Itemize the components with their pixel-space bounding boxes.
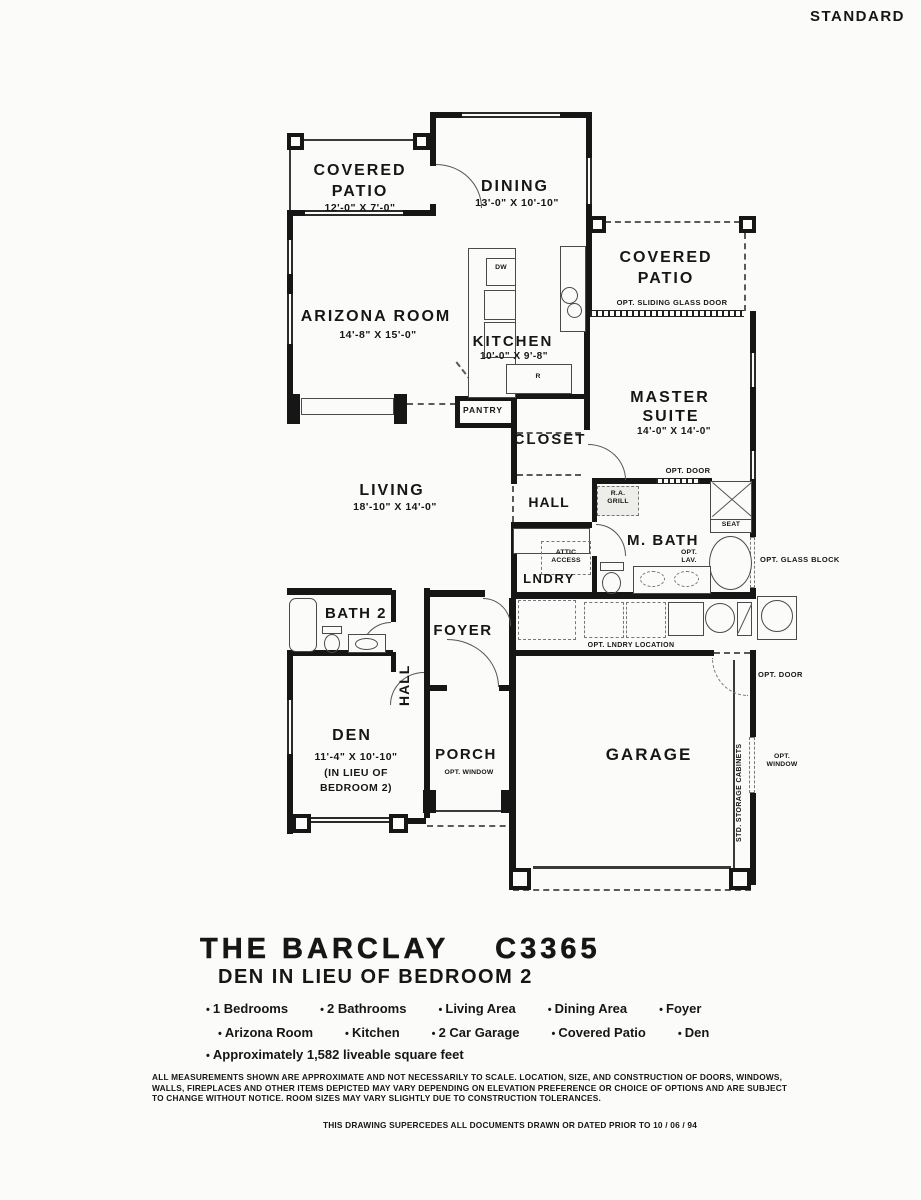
wall [391, 590, 396, 622]
room-hall-upper: HALL [528, 494, 570, 510]
feature-item: • Den [678, 1025, 709, 1040]
room-m-bath: M. BATH [627, 532, 699, 549]
toilet-tank [600, 562, 624, 571]
wall [586, 112, 592, 158]
wall [584, 316, 590, 430]
room-master-suite: MASTER [630, 389, 710, 406]
kitchen-dims: 10'-0" X 9'-8" [480, 351, 548, 362]
wall [506, 394, 588, 399]
opt-door-garage-label: OPT. DOOR [758, 670, 803, 679]
wall-post [394, 394, 407, 424]
feature-item: • Covered Patio [552, 1025, 646, 1040]
wall [750, 311, 756, 353]
window [287, 700, 293, 754]
feature-item: • Living Area [438, 1001, 515, 1016]
water-heater [761, 600, 793, 632]
opt-lav-line2: LAV. [681, 556, 697, 564]
kitchen-sink [561, 287, 578, 304]
room-pantry: PANTRY [463, 405, 503, 415]
mbath-door-swing [596, 524, 626, 556]
opt-door-swing [712, 658, 748, 696]
wall [509, 598, 516, 885]
wall-post [389, 814, 408, 833]
window-box [301, 398, 394, 415]
ceiling-break [512, 486, 516, 522]
wall [406, 818, 426, 824]
room-garage: GARAGE [605, 745, 693, 764]
patio-edge [744, 233, 748, 311]
range [484, 290, 516, 320]
front-door-swing [447, 639, 499, 687]
room-living: LIVING [359, 482, 425, 499]
wall [455, 423, 517, 428]
opt-glass-block-label: OPT. GLASS BLOCK [760, 555, 840, 564]
toilet [602, 572, 621, 594]
garage-door [533, 866, 731, 869]
patio-post [413, 133, 430, 150]
plan-name: THE BARCLAY [200, 933, 450, 965]
window [462, 112, 560, 118]
arizona-dims: 14'-8" X 15'-0" [339, 329, 417, 341]
opt-lav-line1: OPT. [681, 549, 697, 556]
window [750, 353, 756, 387]
porch-post [423, 790, 436, 813]
features-line3 [206, 1047, 464, 1062]
wall [430, 112, 436, 166]
sliding-glass-door [590, 310, 744, 317]
garage-post [729, 868, 751, 890]
opt-door-master-label: OPT. DOOR [665, 466, 711, 475]
wall [592, 556, 597, 596]
room-covered-patio-left: COVERED [313, 162, 407, 179]
patio-post [287, 133, 304, 150]
room-porch: PORCH [435, 746, 497, 763]
opt-sliding-glass-door-label: OPT. SLIDING GLASS DOOR [616, 298, 728, 307]
opt-lndry-location-label: OPT. LNDRY LOCATION [587, 642, 675, 649]
living-dims: 18'-10" X 14'-0" [353, 501, 437, 513]
ceiling-break [407, 403, 456, 407]
closet-shelf [517, 474, 581, 478]
room-kitchen: KITCHEN [472, 333, 554, 350]
window [287, 294, 293, 344]
porch-edge [427, 825, 516, 829]
room-covered-patio-right: COVERED [619, 249, 713, 266]
kitchen-sink [567, 303, 582, 318]
patio-edge [605, 221, 740, 225]
opt-dryer [626, 602, 666, 638]
patio-edge [295, 139, 422, 141]
room-den: DEN [332, 727, 372, 744]
opt-window-line1: OPT. [774, 753, 790, 760]
room-covered-patio-left-2: PATIO [331, 183, 389, 200]
wall [424, 588, 430, 818]
driveway-edge [513, 889, 751, 893]
room-dining: DINING [481, 178, 549, 195]
std-storage-cabinets-label: STD. STORAGE CABINETS [736, 743, 743, 842]
features-line1 [206, 1001, 701, 1016]
dw-label: DW [495, 264, 507, 271]
room-hall-lower: HALL [396, 664, 412, 706]
toilet-tank [322, 626, 342, 634]
window [310, 817, 390, 823]
room-master-suite-2: SUITE [642, 408, 700, 425]
opt-door-opening [714, 652, 750, 656]
window [287, 240, 293, 274]
ra-grill-line1: R.A. [610, 490, 626, 497]
ra-grill-label [607, 490, 628, 506]
seat-label: SEAT [721, 521, 741, 528]
dishwasher [486, 258, 516, 286]
utility-sink [705, 603, 735, 633]
attic-access-label [551, 549, 581, 565]
plan-model-number: C3365 [495, 933, 601, 965]
opt-window-porch-label: OPT. WINDOW [444, 769, 494, 776]
wall [511, 650, 714, 656]
wall [586, 250, 592, 316]
room-covered-patio-right-2: PATIO [637, 270, 695, 287]
sink [674, 571, 699, 587]
opt-laundry-area [518, 600, 576, 640]
supersede-note: THIS DRAWING SUPERCEDES ALL DOCUMENTS DRAWN OR DATED PRIOR TO 10 / 06 / 94 [322, 1120, 698, 1130]
opt-washer [584, 602, 624, 638]
wall [427, 685, 447, 691]
patio-post [739, 216, 756, 233]
features-line2 [218, 1025, 709, 1040]
opt-window [749, 737, 755, 793]
porch-post [501, 790, 514, 813]
patio-post [589, 216, 606, 233]
window [586, 158, 592, 204]
sink [640, 571, 665, 587]
den-note2: BEDROOM 2) [319, 782, 393, 794]
dining-dims: 13'-0" X 10'-10" [475, 197, 559, 209]
room-lndry: LNDRY [523, 571, 575, 586]
standard-label: STANDARD [809, 8, 905, 25]
wall-post [292, 814, 311, 833]
utility-sink-cabinet [668, 602, 704, 636]
wall-post [287, 394, 300, 424]
plan-title [200, 933, 601, 966]
feature-item: • Approximately 1,582 liveable square feet [206, 1047, 464, 1062]
room-closet: CLOSET [513, 431, 587, 448]
room-foyer: FOYER [433, 622, 493, 639]
attic-line2: ACCESS [551, 556, 581, 564]
attic-line1: ATTIC [555, 549, 577, 556]
master-suite-dims: 14'-0" X 14'-0" [637, 426, 711, 437]
tub [709, 536, 752, 590]
feature-item: • Arizona Room [218, 1025, 313, 1040]
disclaimer-text: ALL MEASUREMENTS SHOWN ARE APPROXIMATE AND NOT NECESSARILY TO SCALE. LOCATION, SIZE, AND CONSTRUCTION OF DOORS, WINDOWS, WALLS, FIREPLACES AND OTHER ITEMS DEPICTED MAY VARY DEPENDING ON ELEVATION PREFERENCE OR CHOICE OF OPTIONS AND ARE SUBJECT TO CHANGE WITHOUT NOTICE. ROOM SIZES MAY VARY SLIGHTLY DUE TO CONSTRUCTION TOLERANCES. [152, 1072, 788, 1103]
feature-item: • 2 Bathrooms [320, 1001, 406, 1016]
den-note1: (IN LIEU OF [324, 767, 388, 779]
feature-item: • Kitchen [345, 1025, 400, 1040]
feature-item: • Foyer [659, 1001, 701, 1016]
feature-item: • 2 Car Garage [432, 1025, 520, 1040]
tub [289, 598, 317, 652]
opt-window-garage-label [766, 753, 797, 769]
plan-subtitle: DEN IN LIEU OF BEDROOM 2 [218, 966, 533, 988]
wall [427, 590, 485, 597]
room-arizona: ARIZONA ROOM [300, 308, 452, 325]
sink [355, 638, 378, 650]
patio-edge [289, 141, 291, 211]
porch-edge [436, 810, 502, 812]
ra-grill-line2: GRILL [607, 497, 629, 505]
opt-window-line2: WINDOW [766, 760, 798, 768]
feature-item: • Dining Area [548, 1001, 627, 1016]
master-door-swing [588, 444, 626, 480]
window [750, 451, 756, 479]
opt-door-threshold [656, 478, 700, 484]
opt-lav-label [681, 549, 697, 565]
toilet [324, 634, 340, 653]
covered-patio-left-dims: 12'-0" X 7'-0" [324, 202, 396, 214]
room-bath2: BATH 2 [324, 605, 388, 622]
wall [750, 387, 756, 451]
den-dims: 11'-4" X 10'-10" [314, 751, 398, 763]
feature-item: • 1 Bedrooms [206, 1001, 288, 1016]
garage-post [509, 868, 531, 890]
wall [750, 650, 756, 737]
wall [287, 588, 392, 595]
r-label: R [535, 373, 541, 380]
